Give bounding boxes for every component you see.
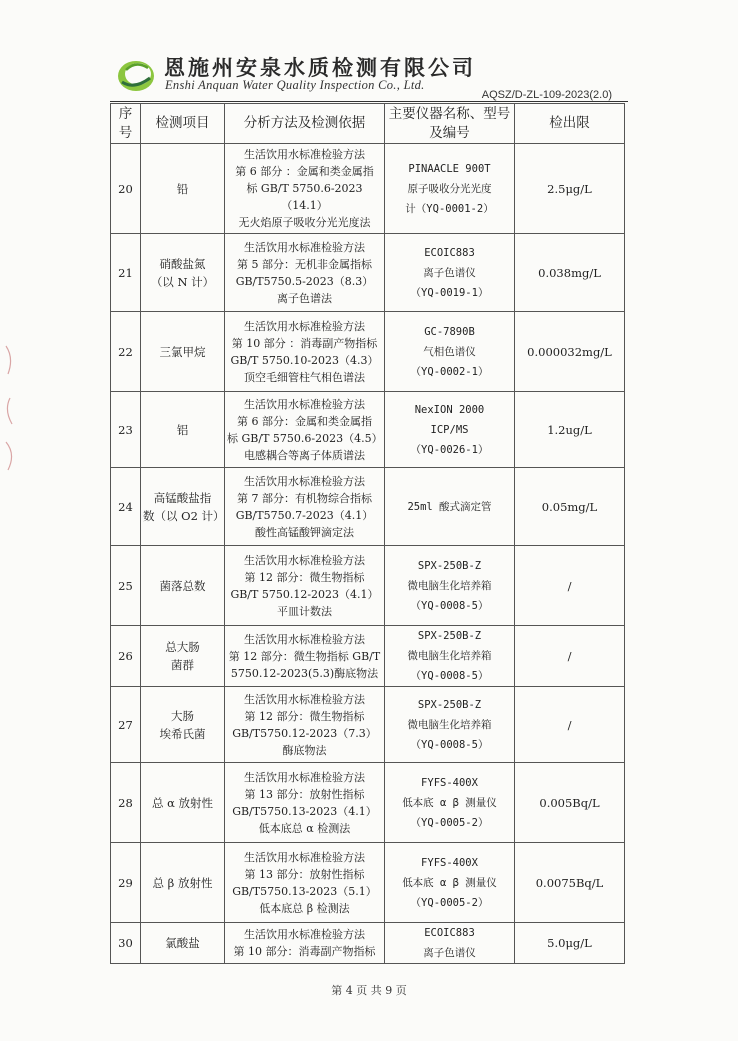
cell-method-line: 生活饮用水标准检验方法: [244, 850, 365, 864]
cell-instrument-line: 气相色谱仪: [423, 345, 476, 358]
cell-method-line: 顶空毛细管柱气相色谱法: [244, 370, 365, 384]
header-limit: 检出限: [515, 104, 625, 144]
cell-method-line: 酸性高锰酸钾滴定法: [255, 525, 354, 539]
cell-item: 三氯甲烷: [141, 312, 225, 392]
cell-method-line: GB/T5750.13-2023（4.1）: [232, 804, 377, 818]
cell-instrument: [385, 843, 515, 923]
cell-instrument-line: SPX-250B-Z: [417, 630, 482, 642]
cell-method-line: 第 13 部分：放射性指标: [244, 787, 365, 801]
cell-method-line: 第 10 部分 ：消毒副产物指标: [231, 336, 378, 350]
cell-instrument-line: （YQ-0008-5）: [410, 599, 489, 612]
cell-instrument-line: （YQ-0005-2）: [410, 896, 489, 909]
cell-no: 20: [111, 144, 141, 234]
cell-method-line: 生活饮用水标准检验方法: [244, 692, 365, 706]
cell-method-line: GB/T5750.13-2023（5.1）: [232, 884, 377, 898]
cell-method: [225, 234, 385, 312]
cell-method-line: 标 GB/T 5750.6-2023（4.5）: [227, 431, 383, 445]
cell-limit: /: [515, 626, 625, 687]
cell-instrument-line: 计（YQ-0001-2）: [405, 202, 494, 215]
cell-instrument-line: 微电脑生化培养箱: [407, 579, 492, 592]
cell-method-line: 低本底总 β 检测法: [259, 901, 350, 915]
cell-item: 总 β 放射性: [141, 843, 225, 923]
cell-item-line: 埃希氏菌: [159, 726, 206, 741]
cell-item: [141, 468, 225, 546]
cell-method-line: 低本底总 α 检测法: [258, 821, 351, 835]
cell-method-line: 第 12 部分：微生物指标: [244, 570, 365, 584]
cell-method-line: 生活饮用水标准检验方法: [244, 474, 365, 488]
cell-limit: 0.005Bq/L: [515, 763, 625, 843]
cell-method: [225, 468, 385, 546]
cell-method-line: 生活饮用水标准检验方法: [244, 148, 365, 161]
cell-instrument-line: NexION 2000: [414, 403, 485, 416]
cell-item: 菌落总数: [141, 546, 225, 626]
cell-instrument-line: （YQ-0008-5）: [410, 670, 489, 682]
cell-instrument-line: SPX-250B-Z: [417, 559, 482, 572]
header-item: 检测项目: [141, 104, 225, 144]
cell-no: 24: [111, 468, 141, 546]
cell-instrument: [385, 144, 515, 234]
table-row: [111, 144, 625, 234]
cell-method: [225, 392, 385, 468]
cell-no: 27: [111, 687, 141, 763]
cell-instrument-line: FYFS-400X: [421, 776, 478, 789]
table-header-row: [111, 104, 625, 144]
cell-limit: 2.5μg/L: [515, 144, 625, 234]
cell-limit: /: [515, 687, 625, 763]
cell-method: [225, 546, 385, 626]
cell-limit: 0.0075Bq/L: [515, 843, 625, 923]
cell-instrument: [385, 763, 515, 843]
cell-item: 铅: [141, 144, 225, 234]
cell-item: [141, 234, 225, 312]
cell-method-line: 第 10 部分：消毒副产物指标: [233, 945, 376, 958]
cell-instrument-line: 离子色谱仪: [423, 266, 476, 279]
cell-instrument: [385, 626, 515, 687]
cell-method-line: GB/T 5750.12-2023（4.1）: [230, 587, 379, 601]
cell-limit: 0.038mg/L: [515, 234, 625, 312]
cell-method-line: 生活饮用水标准检验方法: [244, 632, 365, 646]
cell-no: 25: [111, 546, 141, 626]
cell-instrument: [385, 468, 515, 546]
company-name-cn: 恩施州安泉水质检测有限公司: [164, 56, 476, 80]
cell-instrument-line: （YQ-0026-1）: [410, 443, 489, 456]
table-row: [111, 923, 625, 964]
table-row: [111, 234, 625, 312]
cell-instrument-line: 原子吸收分光光度: [407, 182, 492, 195]
cell-method-line: 第 7 部分：有机物综合指标: [237, 491, 372, 505]
cell-limit: 5.0μg/L: [515, 923, 625, 964]
cell-method-line: 无火焰原子吸收分光光度法: [238, 216, 371, 229]
cell-no: 30: [111, 923, 141, 964]
company-logo: [116, 54, 156, 94]
cell-method-line: 生活饮用水标准检验方法: [244, 397, 365, 411]
cell-instrument-line: 低本底 α β 测量仪: [402, 796, 497, 809]
cell-limit: 0.000032mg/L: [515, 312, 625, 392]
cell-instrument-line: 微电脑生化培养箱: [407, 718, 492, 731]
cell-method: [225, 923, 385, 964]
cell-method-line: 生活饮用水标准检验方法: [244, 240, 365, 254]
cell-method-line: GB/T5750.7-2023（4.1）: [235, 508, 374, 522]
cell-method-line: 第 6 部分：金属和类金属指: [237, 414, 372, 428]
header-instrument: 主要仪器名称、型号及编号: [385, 104, 515, 144]
cell-method-line: GB/T5750.5-2023（8.3）: [235, 274, 374, 288]
cell-instrument: [385, 687, 515, 763]
cell-method: [225, 626, 385, 687]
cell-method-line: 第 12 部分：微生物指标 GB/T: [228, 649, 381, 663]
cell-item-line: 菌群: [171, 658, 194, 672]
cell-instrument-line: 离子色谱仪: [423, 947, 476, 959]
cell-item-line: （以 N 计）: [150, 274, 215, 289]
cell-no: 23: [111, 392, 141, 468]
cell-no: 21: [111, 234, 141, 312]
cell-no: 28: [111, 763, 141, 843]
cell-instrument-line: 低本底 α β 测量仪: [402, 876, 497, 889]
header-method: 分析方法及检测依据: [225, 104, 385, 144]
cell-method-line: 生活饮用水标准检验方法: [244, 553, 365, 567]
cell-method: [225, 312, 385, 392]
cell-instrument-line: （YQ-0019-1）: [410, 286, 489, 299]
header-no: 序号: [111, 104, 141, 144]
cell-no: 26: [111, 626, 141, 687]
cell-item: 铝: [141, 392, 225, 468]
cell-method-line: 酶底物法: [282, 743, 327, 757]
cell-instrument-line: PINAACLE 900T: [408, 162, 491, 175]
table-row: [111, 546, 625, 626]
cell-no: 29: [111, 843, 141, 923]
cell-method-line: 第 6 部分 ：金属和类金属指: [235, 165, 374, 178]
cell-instrument-line: （YQ-0002-1）: [410, 365, 489, 378]
cell-item-line: 高锰酸盐指: [153, 490, 212, 505]
cell-item-line: 数（以 O2 计）: [143, 508, 225, 523]
table-row: [111, 843, 625, 923]
seal-edge-mark: [2, 338, 22, 478]
cell-method-line: 生活饮用水标准检验方法: [244, 319, 365, 333]
header-rule: [110, 101, 628, 102]
cell-method-line: GB/T 5750.10-2023（4.3）: [230, 353, 379, 367]
document-code: AQSZ/D-ZL-109-2023(2.0): [481, 89, 612, 101]
test-methods-table: [110, 103, 625, 964]
cell-instrument: [385, 234, 515, 312]
table-row: [111, 468, 625, 546]
cell-item-line: 总大肠: [165, 640, 200, 654]
cell-item: 氯酸盐: [141, 923, 225, 964]
cell-method: [225, 763, 385, 843]
company-name-en: Enshi Anquan Water Quality Inspection Co., Ltd.: [165, 78, 425, 92]
cell-instrument-line: （YQ-0005-2）: [410, 816, 489, 829]
cell-method-line: GB/T5750.12-2023（7.3）: [232, 726, 377, 740]
cell-instrument-line: ECOIC883: [424, 927, 475, 939]
cell-method-line: 电感耦合等离子体质谱法: [244, 448, 365, 462]
cell-method-line: 平皿计数法: [277, 604, 332, 618]
cell-limit: /: [515, 546, 625, 626]
table-row: [111, 687, 625, 763]
table-row: [111, 312, 625, 392]
cell-method-line: 第 13 部分：放射性指标: [244, 867, 365, 881]
table-row: [111, 763, 625, 843]
cell-instrument-line: ECOIC883: [424, 246, 475, 259]
cell-instrument-line: 25ml 酸式滴定管: [407, 500, 492, 513]
cell-limit: 1.2ug/L: [515, 392, 625, 468]
cell-method-line: 第 12 部分：微生物指标: [244, 709, 365, 723]
table-row: [111, 626, 625, 687]
cell-method: [225, 687, 385, 763]
cell-item-line: 大肠: [171, 708, 194, 723]
cell-method-line: 第 5 部分：无机非金属指标: [237, 257, 372, 271]
cell-item-line: 硝酸盐氮: [159, 256, 206, 271]
cell-instrument: [385, 923, 515, 964]
cell-item: 总 α 放射性: [141, 763, 225, 843]
cell-method-line: 标 GB/T 5750.6-2023（14.1）: [246, 182, 363, 212]
cell-instrument-line: ICP/MS: [430, 423, 469, 436]
cell-method-line: 生活饮用水标准检验方法: [244, 928, 365, 941]
cell-instrument-line: SPX-250B-Z: [417, 698, 482, 711]
cell-instrument: [385, 392, 515, 468]
page-footer: 第 4 页 共 9 页: [331, 984, 407, 997]
cell-method-line: 离子色谱法: [277, 291, 332, 305]
cell-method: [225, 843, 385, 923]
cell-instrument: [385, 546, 515, 626]
cell-no: 22: [111, 312, 141, 392]
cell-instrument-line: GC-7890B: [424, 325, 475, 338]
table-row: [111, 392, 625, 468]
cell-limit: 0.05mg/L: [515, 468, 625, 546]
cell-method: [225, 144, 385, 234]
cell-method-line: 5750.12-2023(5.3)酶底物法: [230, 666, 379, 680]
cell-item: [141, 626, 225, 687]
cell-item: [141, 687, 225, 763]
cell-method-line: 生活饮用水标准检验方法: [244, 770, 365, 784]
cell-instrument: [385, 312, 515, 392]
cell-instrument-line: FYFS-400X: [421, 856, 478, 869]
cell-instrument-line: （YQ-0008-5）: [410, 738, 489, 751]
cell-instrument-line: 微电脑生化培养箱: [407, 650, 492, 662]
